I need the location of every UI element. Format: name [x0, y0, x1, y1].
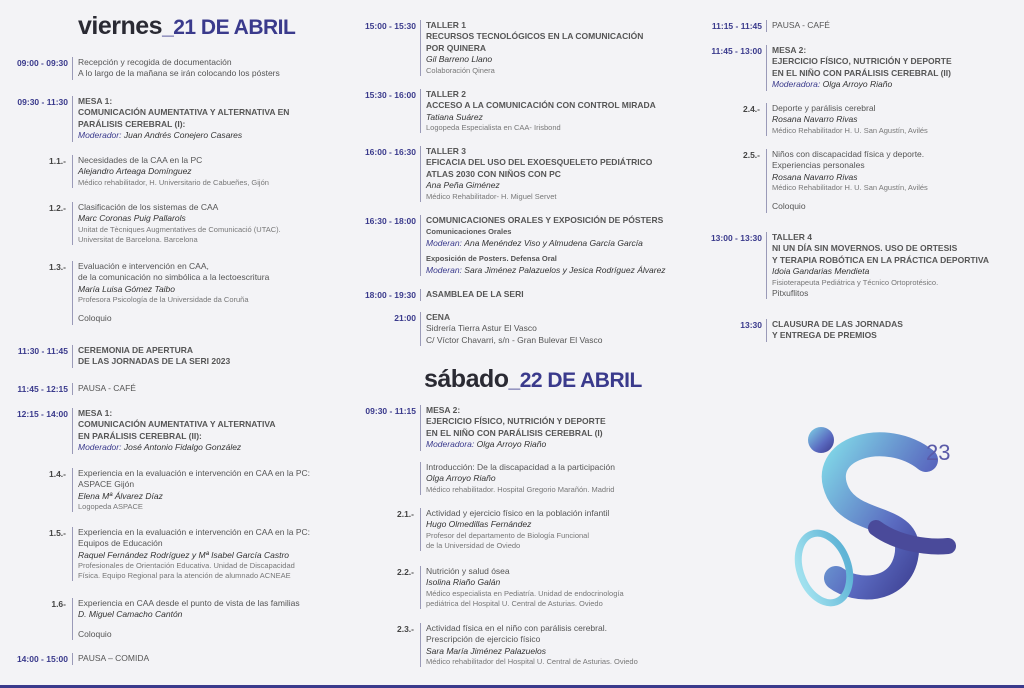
- session-row: 11:45 - 12:15 PAUSA - CAFÉ: [0, 383, 340, 395]
- talk-row: 2.2.- Nutrición y salud ósea Isolina Riaño Galán Médico especialista en Pediatría. Unidad de endocrinología pediátrica del Hospital U. Central de Asturias. Oviedo: [348, 566, 700, 609]
- session-row: 15:30 - 16:00 TALLER 2 ACCESO A LA COMUNICACIÓN CON CONTROL MIRADA Tatiana Suárez Logopeda Especialista en CAA- Irisbond: [348, 89, 700, 133]
- session-row: 11:15 - 11:45 PAUSA - CAFÉ: [700, 20, 1024, 32]
- session-row: 11:30 - 11:45 CEREMONIA DE APERTURA DE LAS JORNADAS DE LA SERI 2023: [0, 345, 340, 368]
- session-row: 16:00 - 16:30 TALLER 3 EFICACIA DEL USO DEL EXOESQUELETO PEDIÁTRICO ATLAS 2030 CON NIÑOS CON PC Ana Peña Giménez Médico Rehabilitador- H. Miguel Servet: [348, 146, 700, 202]
- talk-row: Introducción: De la discapacidad a la participación Olga Arroyo Riaño Médico rehabilitador. Hospital Gregorio Marañón. Madrid: [348, 462, 700, 495]
- talk-row: 1.5.- Experiencia en la evaluación e intervención en CAA en la PC: Equipos de Educación Raquel Fernández Rodríguez y Mª Isabel García Castro Profesionales de Orientación Educativa. Unidad de Discapacidad Física. Equipo Regional para la atención de alumnado ACNEAE: [0, 527, 340, 581]
- session-row: 21:00 CENA Sidrería Tierra Astur El Vasco C/ Víctor Chavarri, s/n - Gran Bulevar El Vasco: [348, 312, 700, 346]
- session-row: 18:00 - 19:30 ASAMBLEA DE LA SERI: [348, 289, 700, 301]
- svg-text:23: 23: [926, 440, 951, 465]
- talk-row: 1.3.- Evaluación e intervención en CAA, de la comunicación no simbólica a la lectoescritura María Luisa Gómez Taibo Profesora Psicología de la Universidade da Coruña Coloquio: [0, 261, 340, 325]
- day-title-friday: viernes_21 DE ABRIL: [78, 12, 296, 40]
- talk-row: 2.3.- Actividad física en el niño con parálisis cerebral. Prescripción de ejercicio físico Sara María Jiménez Palazuelos Médico rehabilitador del Hospital U. Central de Asturias. Oviedo: [348, 623, 700, 667]
- session-row: 13:30 CLAUSURA DE LAS JORNADAS Y ENTREGA DE PREMIOS: [700, 319, 1024, 342]
- talk-row: 2.1.- Actividad y ejercicio físico en la población infantil Hugo Olmedillas Fernández Profesor del departamento de Biología Funcional de la Universidad de Oviedo: [348, 508, 700, 551]
- session-row: 16:30 - 18:00 COMUNICACIONES ORALES Y EXPOSICIÓN DE PÓSTERS Comunicaciones Orales Moderan: Ana Menéndez Viso y Almudena García García Exposición de Posters. Defensa Oral Moderan: Sara Jiménez Palazuelos y Jesica Rodríguez Álvarez: [348, 215, 700, 276]
- session-row: 12:15 - 14:00 MESA 1: COMUNICACIÓN AUMENTATIVA Y ALTERNATIVA EN PARÁLISIS CEREBRAL (II): Moderador: José Antonio Fidalgo González: [0, 408, 340, 454]
- talk-row: 2.5.- Niños con discapacidad física y deporte. Experiencias personales Rosana Navarro Rivas Médico Rehabilitador H. U. San Agustín, Avilés Coloquio: [700, 149, 1024, 213]
- talk-row: 1.4.- Experiencia en la evaluación e intervención en CAA en la PC: ASPACE Gijón Elena Mª Álvarez Díaz Logopeda ASPACE: [0, 468, 340, 512]
- talk-row: 1.2.- Clasificación de los sistemas de CAA Marc Coronas Puig Pallarols Unitat de Tècniques Augmentatives de Comunicació (UTAC). Universitat de Barcelona. Barcelona: [0, 202, 340, 245]
- session-row: 09:30 - 11:30 MESA 1: COMUNICACIÓN AUMENTATIVA Y ALTERNATIVA EN PARÁLISIS CEREBRAL (I): Moderador: Juan Andrés Conejero Casares: [0, 96, 340, 142]
- talk-row: 1.1.- Necesidades de la CAA en la PC Alejandro Arteaga Domínguez Médico rehabilitador, H. Universitario de Cabueñes, Gijón: [0, 155, 340, 188]
- talk-row: 1.6- Experiencia en CAA desde el punto de vista de las familias D. Miguel Camacho Cantón Coloquio: [0, 598, 340, 640]
- session-row: 13:00 - 13:30 TALLER 4 NI UN DÍA SIN MOVERNOS. USO DE ORTESIS Y TERAPIA ROBÓTICA EN LA PRÁCTICA DEPORTIVA Idoia Gandarias Mendieta Fisioterapeuta Pediátrica y Técnico Ortoprotésico. Pitxuflitos: [700, 232, 1024, 299]
- session-row: 15:00 - 15:30 TALLER 1 RECURSOS TECNOLÓGICOS EN LA COMUNICACIÓN POR QUINERA Gil Barreno Llano Colaboración Qinera: [348, 20, 700, 76]
- seri-logo-icon: [776, 418, 976, 618]
- talk-row: 2.4.- Deporte y parálisis cerebral Rosana Navarro Rivas Médico Rehabilitador H. U. San Agustín, Avilés: [700, 103, 1024, 136]
- session-row: 09:30 - 11:15 MESA 2: EJERCICIO FÍSICO, NUTRICIÓN Y DEPORTE EN EL NIÑO CON PARÁLISIS CEREBRAL (I) Moderadora: Olga Arroyo Riaño: [348, 405, 700, 451]
- day-title-saturday: sábado_22 DE ABRIL: [424, 365, 642, 393]
- session-row: 09:00 - 09:30 Recepción y recogida de documentación A lo largo de la mañana se irán colocando los pósters: [0, 57, 340, 80]
- session-row: 14:00 - 15:00 PAUSA – COMIDA: [0, 653, 340, 665]
- session-row: 11:45 - 13:00 MESA 2: EJERCICIO FÍSICO, NUTRICIÓN Y DEPORTE EN EL NIÑO CON PARÁLISIS CEREBRAL (II) Moderadora: Olga Arroyo Riaño: [700, 45, 1024, 91]
